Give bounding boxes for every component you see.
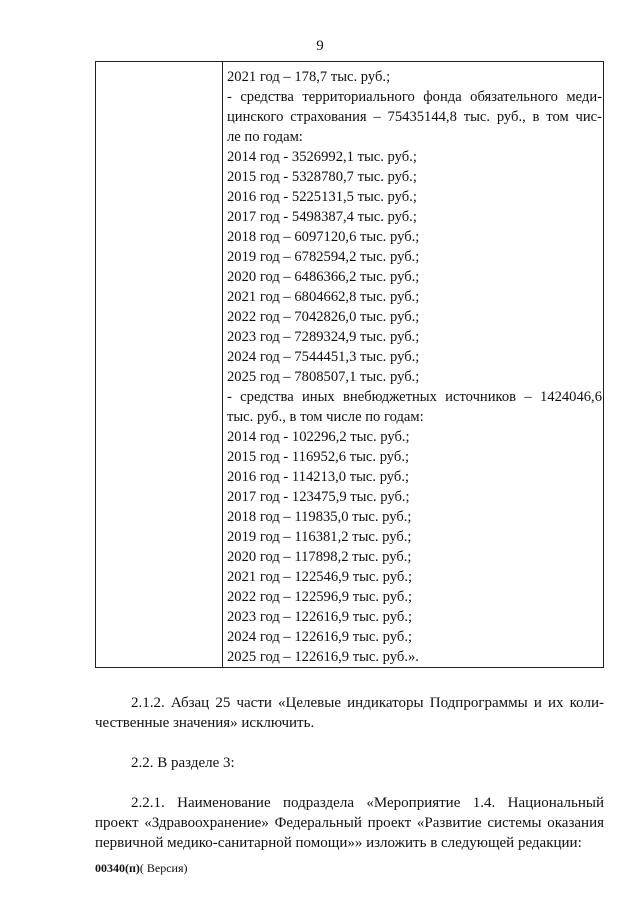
table-line: 2017 год - 123475,9 тыс. руб.; — [227, 489, 410, 505]
document-version: ( Версия) — [139, 861, 188, 875]
paragraph-2-1-2-cont — [95, 713, 604, 733]
table-line: цинского страхования – 75435144,8 тыс. руб., в том чис- — [227, 109, 602, 125]
paragraph-line: 2.2.1. Наименование подраздела «Мероприятие 1.4. Национальный — [131, 795, 604, 811]
table-line: 2020 год – 6486366,2 тыс. руб.; — [227, 269, 420, 285]
document-code-number: 00340(п) — [95, 861, 140, 875]
paragraph-line: 2.2. В разделе 3: — [131, 755, 235, 771]
paragraph-line: 2.1.2. Абзац 25 части «Целевые индикаторы Подпрограммы и их коли- — [131, 695, 604, 711]
table-line: тыс. руб., в том числе по годам: — [227, 409, 424, 425]
table-line: 2021 год – 178,7 тыс. руб.; — [227, 69, 391, 85]
table-line: 2019 год – 6782594,2 тыс. руб.; — [227, 249, 420, 265]
paragraph-2-1-2 — [95, 693, 604, 713]
table-column-divider — [222, 62, 223, 667]
table-line: 2021 год – 122546,9 тыс. руб.; — [227, 569, 413, 585]
table-line: 2024 год – 122616,9 тыс. руб.; — [227, 629, 413, 645]
table-line: 2014 год - 3526992,1 тыс. руб.; — [227, 149, 417, 165]
table-line: 2017 год - 5498387,4 тыс. руб.; — [227, 209, 417, 225]
table-line: 2024 год – 7544451,3 тыс. руб.; — [227, 349, 420, 365]
table-line: 2018 год – 119835,0 тыс. руб.; — [227, 509, 412, 525]
paragraph-line: первичной медико-санитарной помощи»» изложить в следующей редакции: — [95, 835, 582, 851]
table-line: 2023 год – 122616,9 тыс. руб.; — [227, 609, 413, 625]
table-line: 2015 год - 116952,6 тыс. руб.; — [227, 449, 410, 465]
table-line: 2023 год – 7289324,9 тыс. руб.; — [227, 329, 420, 345]
paragraph-2-2-1-cont — [95, 813, 604, 853]
table-line: ле по годам: — [227, 129, 303, 145]
page-number: 9 — [316, 38, 324, 54]
table-line: 2019 год – 116381,2 тыс. руб.; — [227, 529, 412, 545]
table-line: 2018 год – 6097120,6 тыс. руб.; — [227, 229, 420, 245]
paragraph-2-2-1 — [95, 793, 604, 813]
table-line: 2016 год - 5225131,5 тыс. руб.; — [227, 189, 417, 205]
document-code — [95, 861, 188, 876]
table-line: 2022 год – 122596,9 тыс. руб.; — [227, 589, 413, 605]
table-line: 2015 год - 5328780,7 тыс. руб.; — [227, 169, 417, 185]
table-line: 2016 год - 114213,0 тыс. руб.; — [227, 469, 410, 485]
document-table — [95, 61, 604, 668]
table-line: 2022 год – 7042826,0 тыс. руб.; — [227, 309, 420, 325]
table-line: 2014 год - 102296,2 тыс. руб.; — [227, 429, 410, 445]
table-line: 2021 год – 6804662,8 тыс. руб.; — [227, 289, 420, 305]
table-line: - средства территориального фонда обязательного меди- — [227, 89, 602, 105]
table-line: 2020 год – 117898,2 тыс. руб.; — [227, 549, 412, 565]
table-line: 2025 год – 122616,9 тыс. руб.». — [227, 649, 419, 665]
body-text — [95, 693, 604, 853]
table-line: - средства иных внебюджетных источников – 1424046,6 — [227, 389, 602, 405]
paragraph-2-2 — [95, 753, 604, 773]
table-cell-financing — [227, 67, 602, 667]
table-line: 2025 год – 7808507,1 тыс. руб.; — [227, 369, 420, 385]
paragraph-line: чественные значения» исключить. — [95, 715, 315, 731]
paragraph-line: проект «Здравоохранение» Федеральный проект «Развитие системы оказания — [95, 815, 604, 831]
